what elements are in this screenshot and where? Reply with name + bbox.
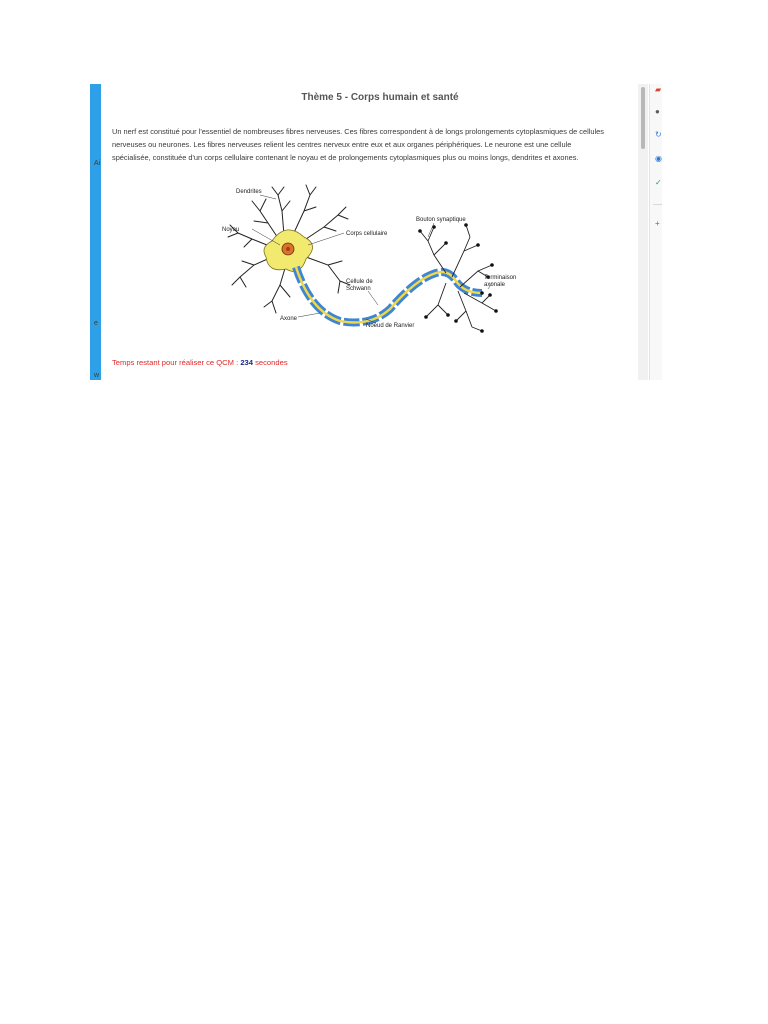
label-schwann: Schwann xyxy=(346,286,371,292)
timer-suffix: secondes xyxy=(255,358,288,367)
vertical-scrollbar[interactable] xyxy=(638,84,648,380)
intro-line: Un nerf est constitué pour l'essentiel de nombreuses fibres nerveuses. Ces fibres correspondent à de longs prolongements cytoplasmiques de cellules xyxy=(112,127,604,136)
intro-line: nerveuses ou neurones. Les fibres nerveuses relient les centres nerveux entre eux et aux organes périphériques. Le neurone est une cellule xyxy=(112,139,572,149)
label-cellule-de: Cellule de xyxy=(346,279,373,285)
label-axone: Axone xyxy=(280,316,298,322)
bag-icon[interactable]: ▰ xyxy=(655,85,662,94)
scroll-thumb[interactable] xyxy=(641,87,645,149)
plus-icon[interactable]: + xyxy=(655,219,660,228)
qcm-timer xyxy=(112,358,288,367)
left-mark: Ai xyxy=(94,160,101,167)
left-mark: e xyxy=(94,320,98,327)
label-terminaison: Terminaison xyxy=(484,275,517,281)
page-content xyxy=(110,84,630,380)
check-icon[interactable]: ✓ xyxy=(655,178,662,187)
label-axonale: axonale xyxy=(484,282,506,288)
toolbar-divider xyxy=(653,204,662,205)
right-side-toolbar xyxy=(649,84,662,380)
person-icon[interactable]: ● xyxy=(655,107,660,116)
label-noyau: Noyau xyxy=(222,227,240,233)
label-noeud-de-ranvier: Noeud de Ranvier xyxy=(366,323,415,329)
intro-paragraph xyxy=(112,126,632,164)
left-strip-marks xyxy=(90,84,101,380)
label-corps-cellulaire: Corps cellulaire xyxy=(346,231,388,237)
left-mark: w xyxy=(94,372,100,379)
axon xyxy=(296,267,482,323)
screenshot-frame xyxy=(90,84,662,380)
neuron-diagram xyxy=(220,181,540,341)
pin-icon[interactable]: ◉ xyxy=(655,154,662,163)
loop-icon[interactable]: ↻ xyxy=(655,130,662,139)
intro-line: spécialisée, constituée d'un corps cellulaire contenant le noyau et de prolongements cytoplasmiques plus ou moins longs, dendrites et axones. xyxy=(112,152,579,162)
label-dendrites: Dendrites xyxy=(236,189,262,195)
timer-seconds: 234 xyxy=(240,358,253,367)
label-bouton-synaptique: Bouton synaptique xyxy=(416,217,466,223)
page-title: Thème 5 - Corps humain et santé xyxy=(301,92,459,103)
timer-prefix: Temps restant pour réaliser ce QCM : xyxy=(112,358,239,367)
